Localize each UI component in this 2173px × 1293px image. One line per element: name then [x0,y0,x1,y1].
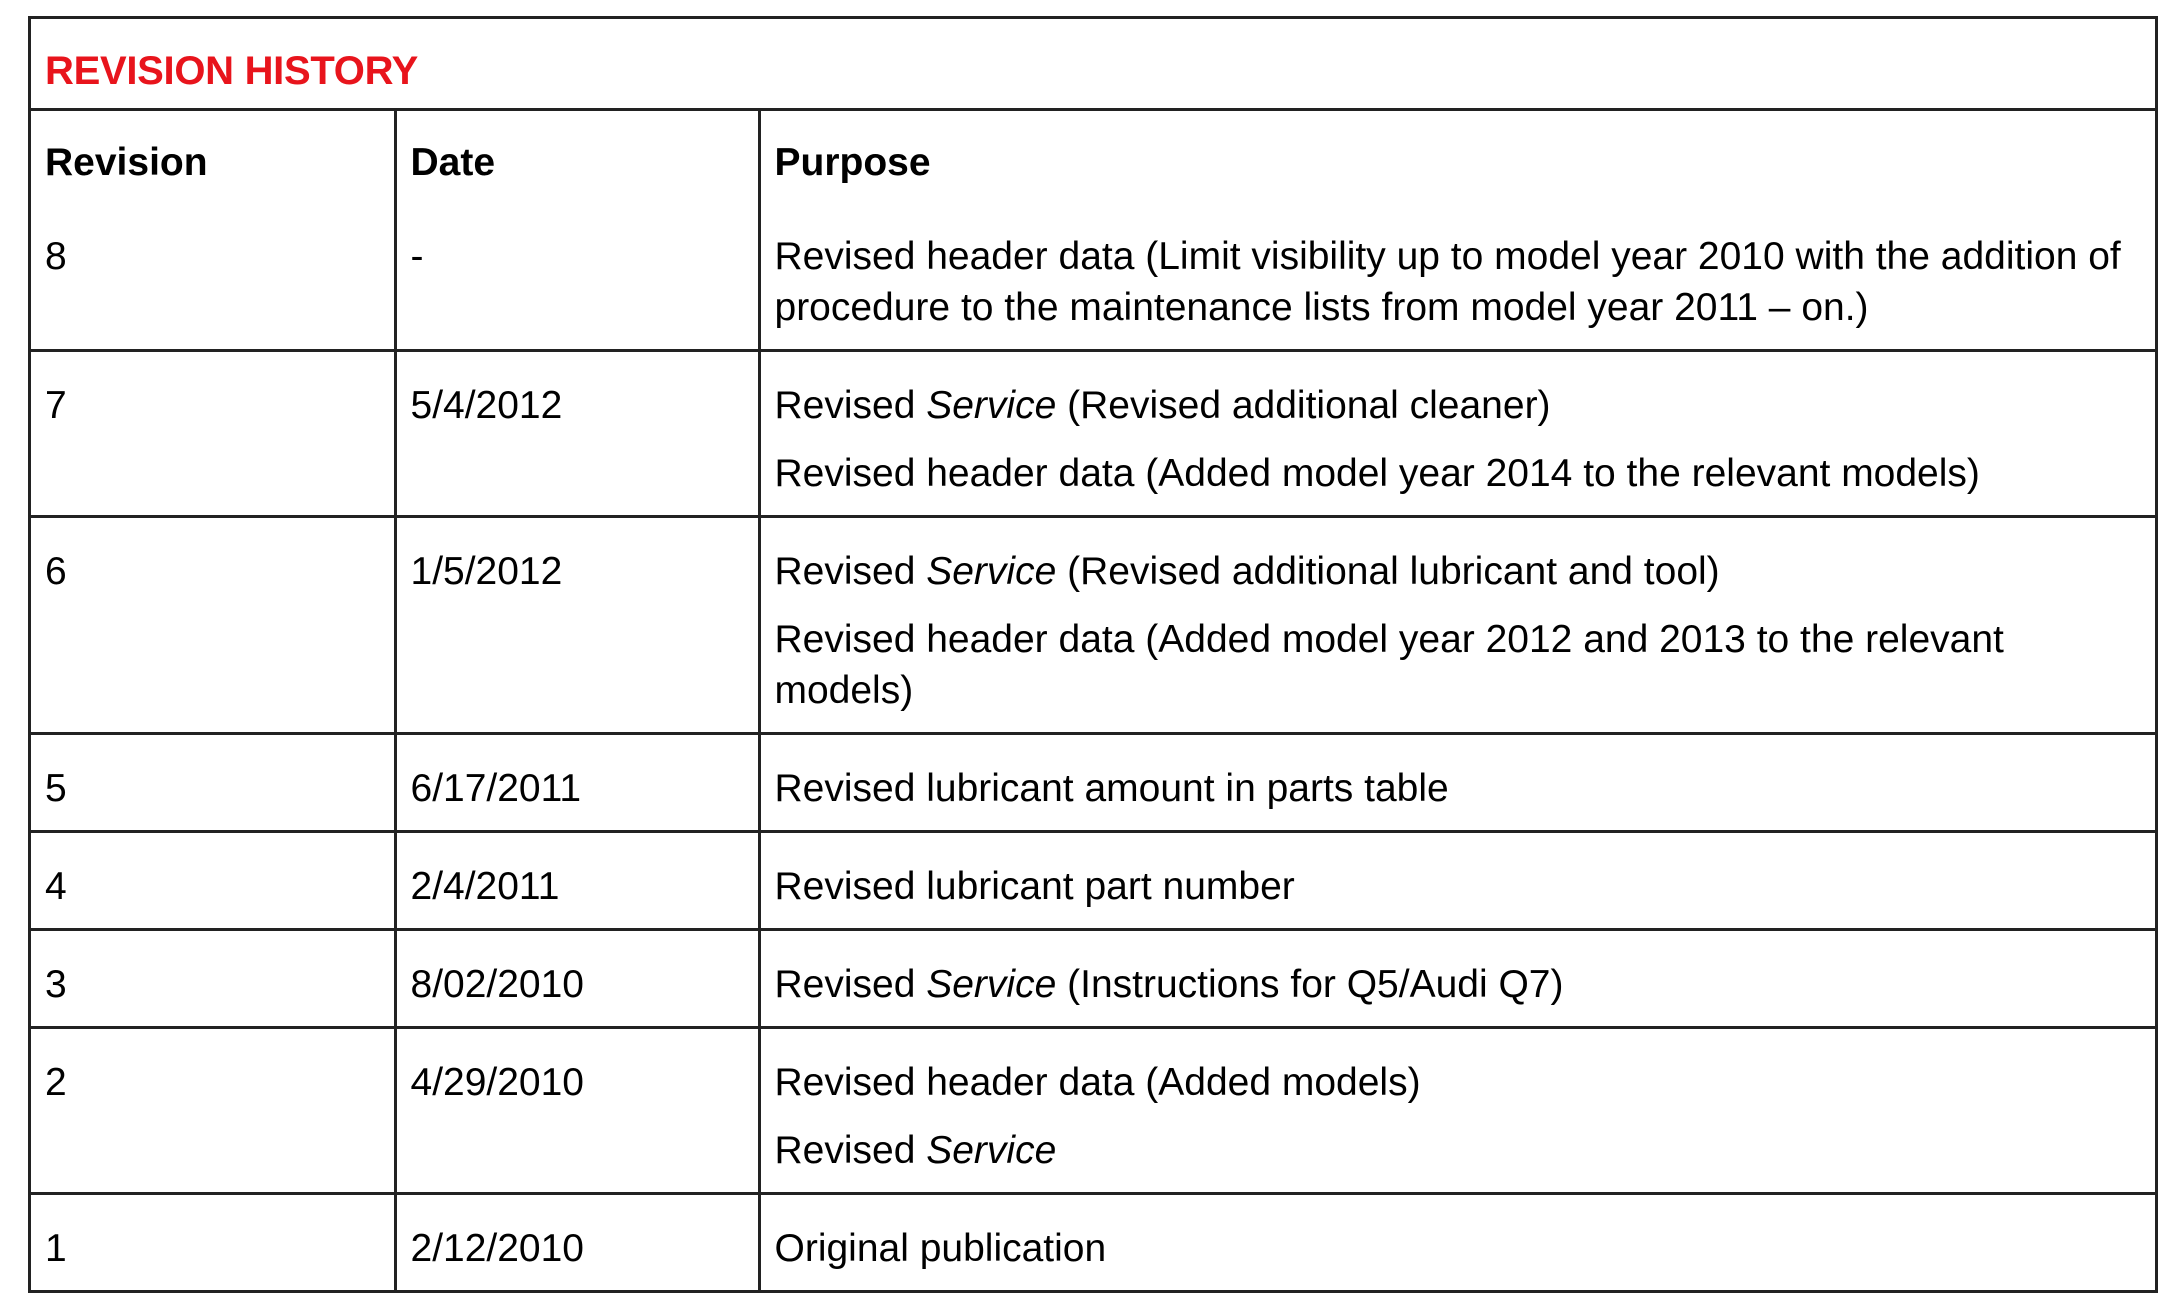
purpose-cell [759,1194,2155,1291]
purpose-emphasis: Service [926,384,1057,427]
revision-cell: 1 [45,1227,67,1270]
revision-history-table [31,111,2155,1290]
purpose-line [775,959,2142,1010]
purpose-cell [759,351,2155,517]
table-row [31,351,2155,517]
purpose-cell [759,832,2155,930]
purpose-text: (Revised additional lubricant and tool) [1056,550,1720,593]
purpose-line [775,1057,2142,1108]
column-header-revision: Revision [45,141,208,184]
purpose-emphasis: Service [926,1129,1057,1172]
date-cell: 2/12/2010 [395,1194,759,1291]
purpose-text: Revised header data (Added model year 2014 to the relevant models) [774,452,1980,495]
revision-cell: 7 [45,384,67,427]
purpose-text: (Revised additional cleaner) [1056,384,1551,427]
revision-cell: 2 [45,1061,67,1104]
date-cell: 1/5/2012 [395,517,759,734]
purpose-line [775,861,2142,912]
table-row [31,734,2155,832]
purpose-text: Revised header data (Added models) [774,1061,1421,1104]
table-row [31,832,2155,930]
purpose-cell [759,734,2155,832]
purpose-line [775,1223,2142,1274]
date-cell: 4/29/2010 [395,1028,759,1194]
column-header-purpose: Purpose [759,111,2155,203]
purpose-text: Revised header data (Limit visibility up to model year 2010 with the addition of procedure to the maintenance lists from model year 2011 – on.) [774,235,2121,329]
purpose-text: Revised [774,1129,927,1172]
date-cell: 2/4/2011 [395,832,759,930]
purpose-line [775,546,2142,597]
table-row [31,930,2155,1028]
header-row [31,111,2155,203]
purpose-text: Revised header data (Added model year 2012 and 2013 to the relevant models) [774,618,2004,712]
revision-cell: 5 [45,767,67,810]
table-title: REVISION HISTORY [31,19,2155,111]
table-row [31,517,2155,734]
purpose-emphasis: Service [926,963,1057,1006]
date-cell: 5/4/2012 [395,351,759,517]
purpose-line [775,231,2142,333]
date-cell: - [395,203,759,351]
purpose-text: Revised lubricant part number [774,865,1295,908]
purpose-line [775,448,2142,499]
date-cell: 6/17/2011 [395,734,759,832]
purpose-text: Revised [774,550,927,593]
purpose-text: Original publication [774,1227,1107,1270]
revision-cell: 6 [45,550,67,593]
table-row [31,203,2155,351]
table-row [31,1194,2155,1291]
purpose-emphasis: Service [926,550,1057,593]
revision-cell: 8 [45,235,67,278]
purpose-cell [759,517,2155,734]
revision-cell: 4 [45,865,67,908]
purpose-text: Revised [774,963,927,1006]
purpose-cell [759,203,2155,351]
table-body [31,203,2155,1290]
date-cell: 8/02/2010 [395,930,759,1028]
purpose-line [775,614,2142,716]
purpose-text: Revised lubricant amount in parts table [774,767,1449,810]
purpose-line [775,380,2142,431]
purpose-text: Revised [774,384,927,427]
purpose-cell [759,930,2155,1028]
revision-history-table-frame [28,16,2158,1293]
purpose-text: (Instructions for Q5/Audi Q7) [1056,963,1564,1006]
purpose-cell [759,1028,2155,1194]
purpose-line [775,1125,2142,1176]
table-row [31,1028,2155,1194]
purpose-line [775,763,2142,814]
revision-cell: 3 [45,963,67,1006]
column-header-date: Date [395,111,759,203]
